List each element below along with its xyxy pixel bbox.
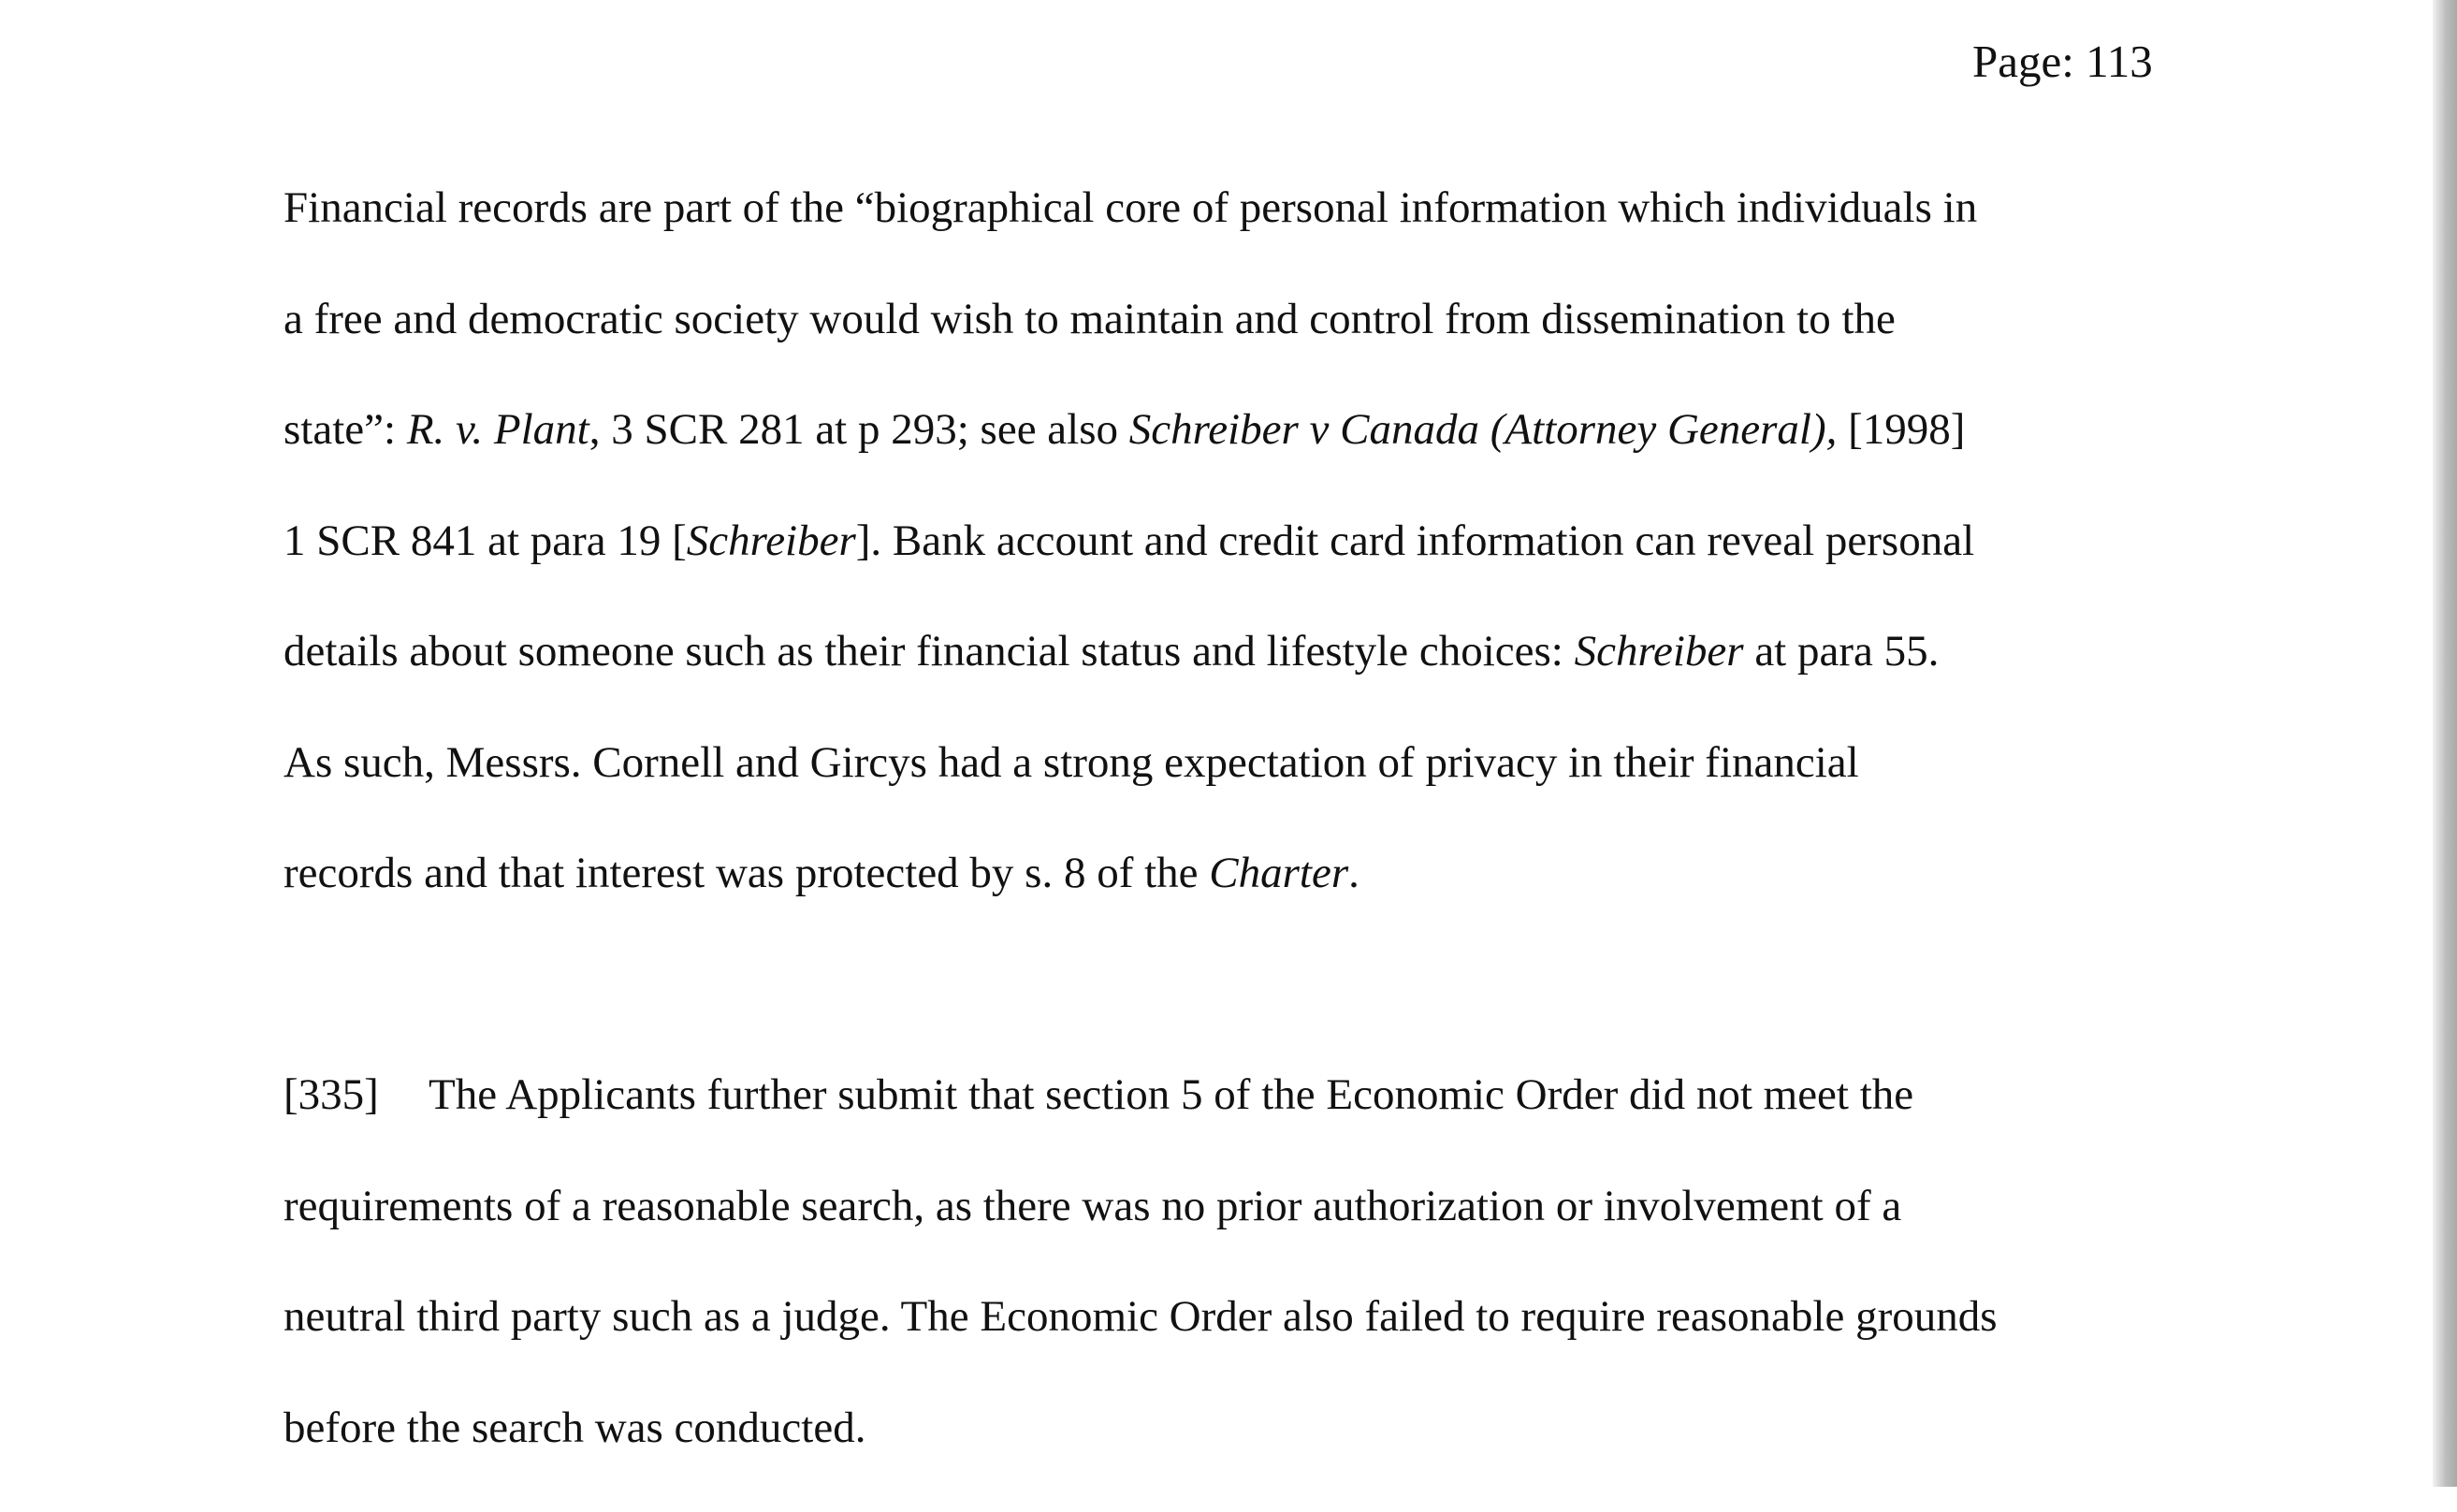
text-span: at para 55. [1744,627,1940,676]
text-line [284,293,2192,404]
paragraph-continued [284,182,2192,958]
text-span: , 3 SCR 281 at p 293; see also [589,405,1129,454]
text-span: details about someone such as their financial status and lifestyle choices: [284,627,1575,676]
case-citation: Schreiber [687,516,856,565]
text-line [284,182,2192,293]
text-line [284,847,2192,958]
text-line [284,736,2192,848]
text-span: records and that interest was protected by s. 8 of the [284,849,1209,897]
text-line [284,1180,2192,1291]
text-line [284,1402,2192,1512]
case-citation: R. v. Plant [407,405,589,454]
text-span: 1 SCR 841 at para 19 [ [284,516,687,565]
text-line [284,403,2192,515]
text-span: a free and democratic society would wish to maintain and control from dissemination to the [284,295,1896,343]
text-span: The Applicants further submit that section 5 of the Economic Order did not meet the [429,1070,1913,1119]
page-edge-shadow [2433,0,2457,1487]
page-number: Page: 113 [1972,36,2153,88]
paragraph-335 [284,1069,2192,1512]
text-span: ]. Bank account and credit card information can reveal personal [856,516,1974,565]
text-span: Financial records are part of the “biographical core of personal information which individuals in [284,183,1977,232]
case-citation: Schreiber [1575,627,1744,676]
text-line [284,625,2192,736]
text-line [284,1290,2192,1402]
text-line [284,1069,2192,1180]
paragraph-number: [335] [284,1069,429,1121]
text-span: before the search was conducted. [284,1403,865,1452]
text-span: state”: [284,405,407,454]
statute-citation: Charter [1209,849,1348,897]
text-line [284,515,2192,626]
text-span: [1998] [1837,405,1965,454]
text-span: As such, Messrs. Cornell and Gircys had a strong expectation of privacy in their financial [284,738,1859,787]
text-span: . [1348,849,1359,897]
case-citation: Schreiber v Canada (Attorney General), [1129,405,1838,454]
text-span: neutral third party such as a judge. The Economic Order also failed to require reasonable grounds [284,1292,1998,1341]
text-span: requirements of a reasonable search, as there was no prior authorization or involvement of a [284,1182,1901,1230]
